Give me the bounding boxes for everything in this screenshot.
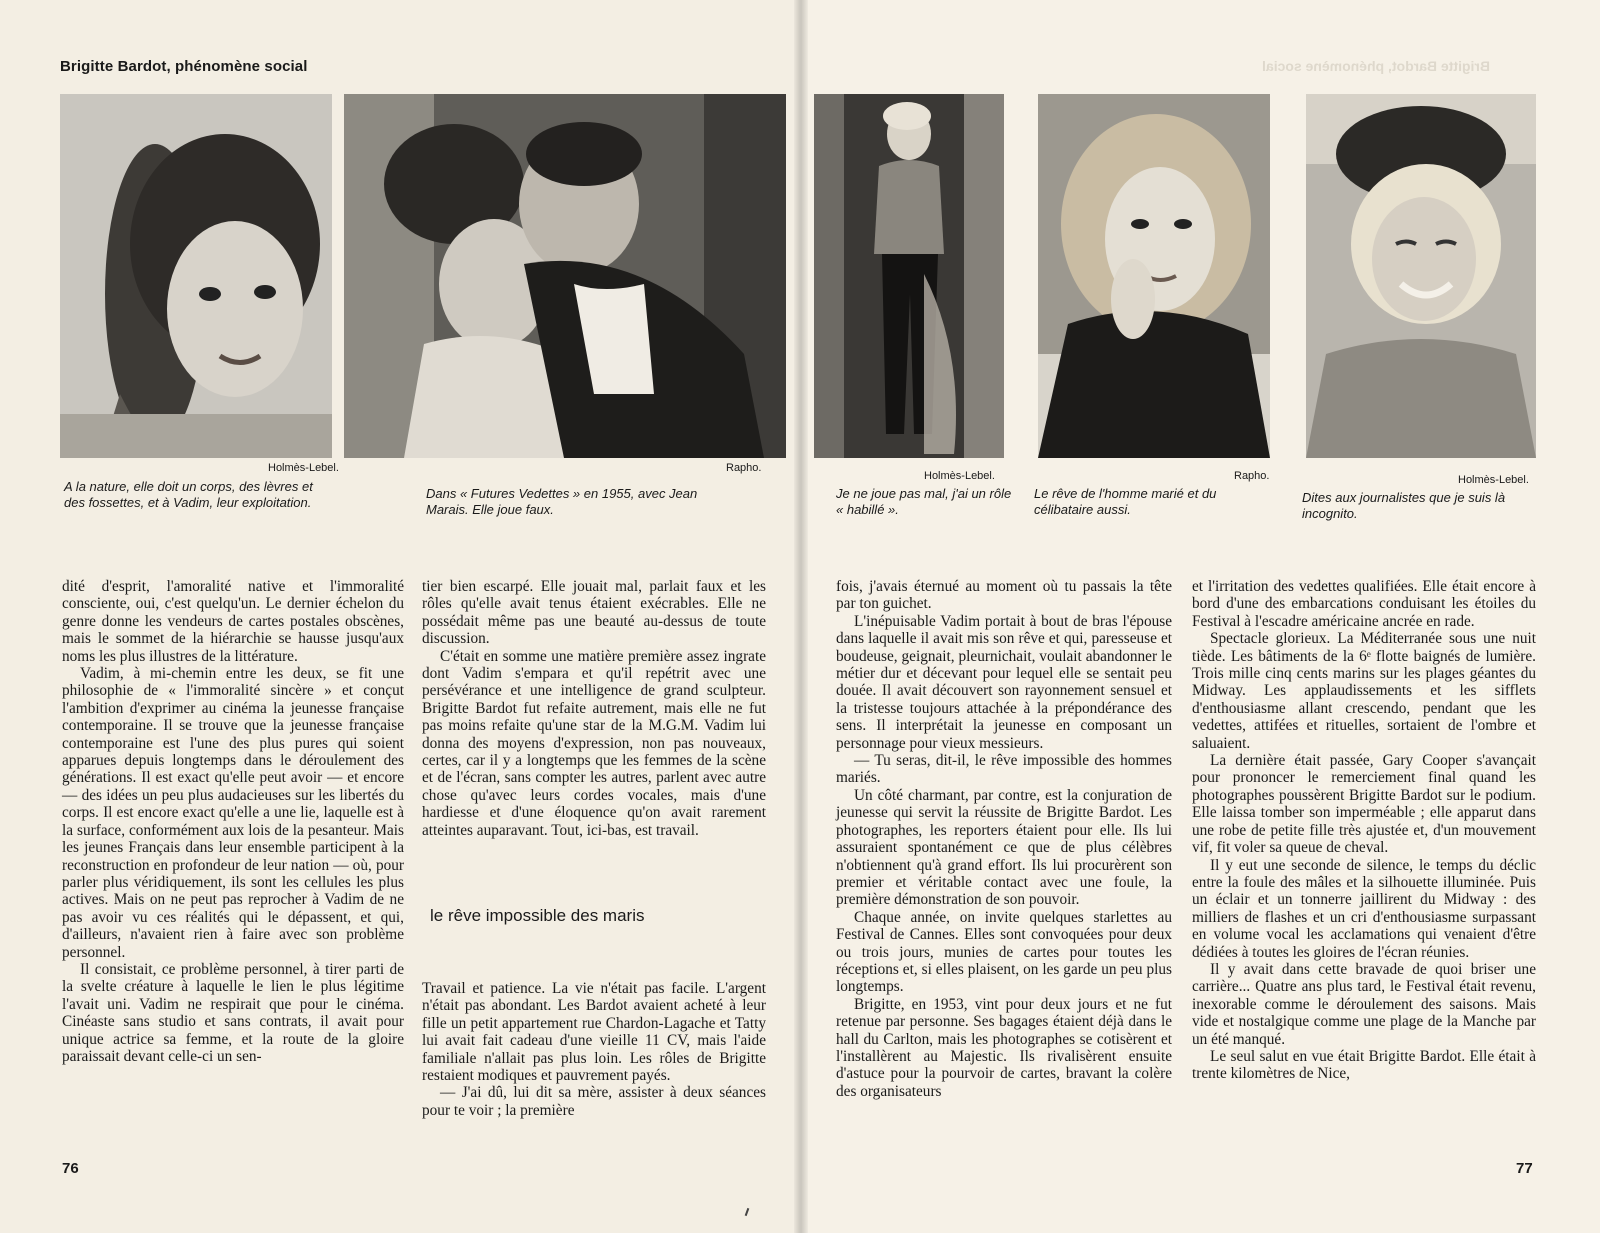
page-number-left: 76 — [62, 1160, 79, 1177]
photo-caption: A la nature, elle doit un corps, des lèvres et des fossettes, et à Vadim, leur exploitation. — [64, 479, 313, 510]
photo-credit: Rapho. — [1234, 470, 1270, 482]
paragraph: L'inépuisable Vadim portait à bout de bras l'épouse dans laquelle il avait mis son rêve et qui, paresseuse et boudeuse, geignait, pleurnichait, voulait abandonner le métier dur et décevant pour lequel elle se sentait peu douée. Il avait découvert son rayonnement sensuel et la tristesse toujours attachée à la prépondérance des sens. Il interprétait la jeunesse en composant un personnage pour vieux messieurs. — [836, 612, 1172, 752]
page-number-right: 77 — [1516, 1160, 1533, 1177]
paragraph: Un côté charmant, par contre, est la conjuration de jeunesse qui servit la réussite de Brigitte Bardot. Les photographes, les reporters étaient pour elle. Ils lui assuraient spontanément ce que de plus célèbres n'obtiennent qu'à grand effort. Ils lui procurèrent son premier et véritable contact avec une foule, la première démonstration de son pouvoir. — [836, 786, 1172, 909]
photo-portrait-hat — [1306, 94, 1536, 458]
paragraph: Il y avait dans cette bravade de quoi briser une carrière... Quatre ans plus tard, le Festival était revenu, inexorable comme le déroulement des saisons. Mais vide et nostalgique comme une plage de la Manche par un été manqué. — [1192, 960, 1536, 1048]
photo-credit: Rapho. — [726, 462, 762, 474]
photo-full-length — [814, 94, 1004, 458]
full-length-image — [814, 94, 1004, 458]
text-column-1 — [62, 578, 404, 1065]
paragraph: Vadim, à mi-chemin entre les deux, se fit une philosophie de « l'immoralité sincère » et conçut l'ambition d'exprimer au cinéma la jeunesse française contemporaine. Il se trouve que la jeunesse française contemporaine est l'une des plus pures qui soient apparues depuis longtemps dans le déroulement des générations. Il est exact qu'elle peut avoir — et encore — des idées un peu plus audacieuses sur les libertés du corps. Il est encore exact qu'elle a une lie, laquelle est à la surface, conformément aux lois de la pesanteur. Mais les jeunes Français dans leur ensemble participent à la reconstruction en profondeur de leur nation — où, pour parler plus véridiquement, ils sont les cellules les plus actives. Mais on ne peut pas reprocher à Vadim de ne pas avoir vu ces réalités qui le dépassent, et qui, d'ailleurs, n'avaient rien à faire avec son problème personnel. — [62, 665, 404, 961]
photo-caption: Le rêve de l'homme marié et du célibataire aussi. — [1034, 486, 1217, 517]
photo-credit: Holmès-Lebel. — [268, 462, 339, 474]
photo-credit: Holmès-Lebel. — [1458, 474, 1529, 486]
bleed-through-head: Brigitte Bardot, phénomène social — [1262, 58, 1490, 74]
paragraph: — Tu seras, dit-il, le rêve impossible des hommes mariés. — [836, 752, 1172, 787]
paragraph: Brigitte, en 1953, vint pour deux jours et ne fut retenue par personne. Ses bagages étaient déjà dans le hall du Carlton, mais les photographes se cotisèrent et l'installèrent au Majestic. Ils rivalisèrent ensuite d'astuce pour la pourvoir de cartes, bravant la colère des organisateurs — [836, 995, 1172, 1100]
paragraph: tier bien escarpé. Elle jouait mal, parlait faux et les rôles qu'elle avait tenus étaient exécrables. Elle ne possédait même pas une beauté au-dessus de toute discussion. — [422, 578, 766, 648]
text-column-2 — [422, 578, 766, 839]
paragraph: et l'irritation des vedettes qualifiées. Elle était encore à bord d'une des embarcations conduisant les étoiles du Festival à l'escadre américaine ancrée en rade. — [1192, 578, 1536, 630]
portrait-braids-image — [60, 94, 332, 458]
photo-credit: Holmès-Lebel. — [924, 470, 995, 482]
paragraph: Spectacle glorieux. La Méditerranée sous une nuit tiède. Les bâtiments de la 6ᵉ flotte baignés de lumière. Trois mille cinq cents marins sur les plages géantes du Midway. Les applaudissements et les sifflets d'enthousiasme allant crescendo, pendant que les vedettes, attifées et rituelles, sortaient de l'ombre et saluaient. — [1192, 630, 1536, 752]
paragraph: Le seul salut en vue était Brigitte Bardot. Elle était à trente kilomètres de Nice, — [1192, 1047, 1536, 1083]
paragraph: Chaque année, on invite quelques starlettes au Festival de Cannes. Elles sont convoquées pour deux ou trois jours, munies de cartes pour toutes les réceptions et, si elles plaisent, on les garde un peu plus longtemps. — [836, 908, 1172, 996]
text-column-3 — [836, 578, 1172, 1100]
paragraph: Travail et patience. La vie n'était pas facile. L'argent n'était pas abondant. Les Bardot avaient acheté à leur fille un petit appartement rue Chardon-Lagache et Tatty lui avait fait cadeau d'une vieille 11 CV, mais l'aide familiale n'allait pas plus loin. Les rôles de Brigitte restaient modiques et pauvrement payés. — [422, 980, 766, 1085]
portrait-hand-image — [1038, 94, 1270, 458]
paragraph: La dernière était passée, Gary Cooper s'avançait pour prononcer le remerciement final quand les photographes poussèrent Brigitte Bardot sur le podium. Elle laissa tomber son imperméable ; elle apparut dans une robe de petite fille très ajustée et, d'un mouvement vif, fit voler sa queue de cheval. — [1192, 752, 1536, 857]
paragraph: Il consistait, ce problème personnel, à tirer parti de la svelte créature à laquelle le lien le plus légitime l'avait uni. Vadim ne respirait que pour le cinéma. Cinéaste sans studio et sans contrats, il avait pour unique actrice sa femme, et la route de la gloire paraissait devant celle-ci un sen- — [62, 960, 404, 1065]
section-subheading: le rêve impossible des maris — [430, 906, 645, 925]
photo-portrait-braids — [60, 94, 332, 458]
photo-film-still — [344, 94, 786, 458]
paragraph: C'était en somme une matière première assez ingrate dont Vadim s'empara et qu'il repétrit avec une persévérance et une intelligence de grand sculpteur. Brigitte Bardot fut refaite autrement, mais elle ne fut pas moins refaite qu'une star de la M.G.M. Vadim lui donna des moyens d'expression, non pas nouveaux, certes, car il y a longtemps que les femmes de la scène et de l'écran, sans compter les autres, parlent avec autre chose qu'avec leurs cordes vocales, mais d'une hardiesse et d'une éloquence qu'on avait rarement atteintes auparavant. Tout, ici-bas, est travail. — [422, 647, 766, 839]
paragraph: Il y eut une seconde de silence, le temps du déclic entre la foule des mâles et la silhouette illuminée. Puis un éclair et un tonnerre jaillirent du Midway : des milliers de flashes et un cri d'enthousiasme surpassant en volume vocal les acclamations qui venaient d'être dédiées à toutes les gloires de l'écran réunies. — [1192, 856, 1536, 961]
film-still-image — [344, 94, 786, 458]
paragraph: fois, j'avais éternué au moment où tu passais la tête par ton guichet. — [836, 578, 1172, 613]
portrait-hat-image — [1306, 94, 1536, 458]
running-head: Brigitte Bardot, phénomène social — [60, 58, 308, 75]
text-column-4 — [1192, 578, 1536, 1083]
paragraph: dité d'esprit, l'amoralité native et l'immoralité consciente, oui, c'est quelqu'un. Le dernier échelon du genre donne les vendeurs de cartes postales obscènes, mais le sommet de la hiérarchie se hausse jusqu'aux noms les plus illustres de la littérature. — [62, 578, 404, 665]
paragraph: — J'ai dû, lui dit sa mère, assister à deux séances pour te voir ; la première — [422, 1084, 766, 1119]
photo-portrait-hand — [1038, 94, 1270, 458]
photo-caption: Je ne joue pas mal, j'ai un rôle « habillé ». — [836, 486, 1012, 517]
photo-caption: Dites aux journalistes que je suis là incognito. — [1302, 490, 1506, 521]
text-column-2-continued — [422, 980, 766, 1119]
photo-caption: Dans « Futures Vedettes » en 1955, avec Jean Marais. Elle joue faux. — [426, 486, 698, 517]
page-gutter — [794, 0, 808, 1233]
